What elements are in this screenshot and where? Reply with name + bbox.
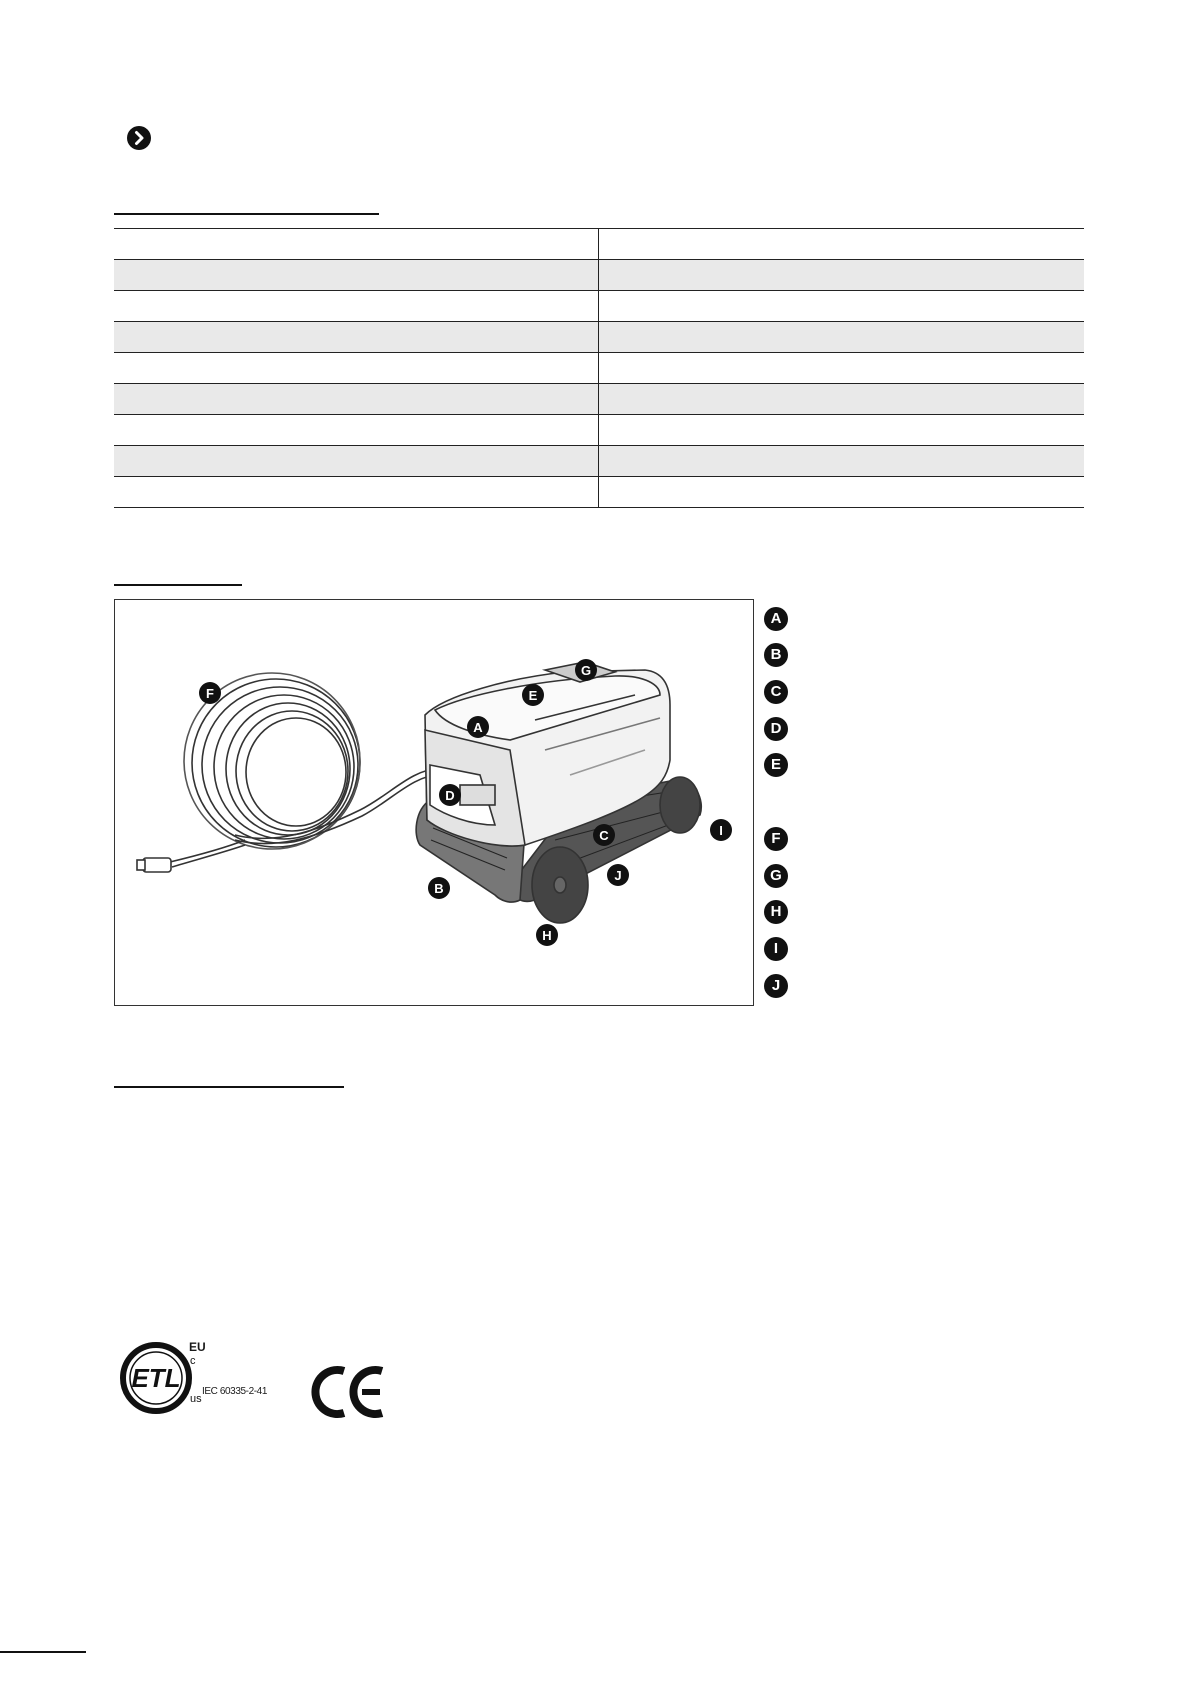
etl-standard-label: IEC 60335-2-41 [202, 1386, 268, 1397]
legend-item [764, 753, 1064, 779]
legend-letter-badge: F [764, 827, 788, 851]
svg-text:I: I [719, 823, 723, 838]
legend-item [764, 974, 1064, 1000]
footer-divider [0, 1651, 86, 1653]
table-row [114, 384, 1084, 415]
legend-letter-badge: H [764, 900, 788, 924]
table-row [114, 291, 1084, 322]
callout-G [575, 659, 597, 681]
legend-letter-badge: B [764, 643, 788, 667]
table-row [114, 415, 1084, 446]
svg-text:A: A [473, 720, 483, 735]
legend-item [764, 643, 1064, 669]
callout-B [428, 877, 450, 899]
svg-text:C: C [599, 828, 609, 843]
chevron-right-circle-icon [127, 126, 151, 150]
legend-letter-badge: E [764, 753, 788, 777]
callout-I [710, 819, 732, 841]
table-row [114, 260, 1084, 291]
legend-item [764, 827, 1064, 853]
svg-text:c: c [190, 1355, 196, 1367]
legend-item [764, 864, 1064, 890]
legend-item [764, 680, 1064, 706]
legend-letter-badge: J [764, 974, 788, 998]
callout-C [593, 824, 615, 846]
section-heading-specifications [114, 213, 379, 215]
svg-text:D: D [445, 788, 455, 803]
etl-region-label: EU [189, 1340, 206, 1354]
legend-letter-badge: D [764, 717, 788, 741]
legend-item [764, 900, 1064, 926]
legend-letter-badge: A [764, 607, 788, 631]
svg-text:G: G [580, 663, 592, 678]
section-heading-components [114, 584, 242, 586]
legend-letter-badge: I [764, 937, 788, 961]
callout-H [536, 924, 558, 946]
specifications-table [114, 228, 1084, 508]
product-diagram [114, 599, 754, 1006]
callout-E [522, 684, 544, 706]
legend-letter-badge: C [764, 680, 788, 704]
callout-J [607, 864, 629, 886]
cable-coil-illustration [137, 673, 441, 872]
svg-text:E: E [528, 688, 538, 703]
table-row [114, 229, 1084, 260]
svg-text:J: J [614, 868, 622, 883]
svg-text:ETL: ETL [131, 1363, 181, 1393]
etl-certification-logo [120, 1340, 280, 1425]
legend-item [764, 607, 1064, 633]
table-row [114, 477, 1084, 508]
table-row [114, 353, 1084, 384]
callout-A [467, 716, 489, 738]
svg-text:H: H [542, 928, 552, 943]
ce-certification-logo [310, 1365, 386, 1424]
legend-item [764, 717, 1064, 743]
legend-letter-badge: G [764, 864, 788, 888]
legend-item [764, 937, 1064, 963]
table-row [114, 322, 1084, 353]
svg-text:F: F [206, 686, 214, 701]
table-row [114, 446, 1084, 477]
callout-F [199, 682, 221, 704]
svg-text:B: B [434, 881, 444, 896]
callout-D [439, 784, 461, 806]
section-heading-compliance [114, 1086, 344, 1088]
svg-text:us: us [190, 1393, 202, 1405]
